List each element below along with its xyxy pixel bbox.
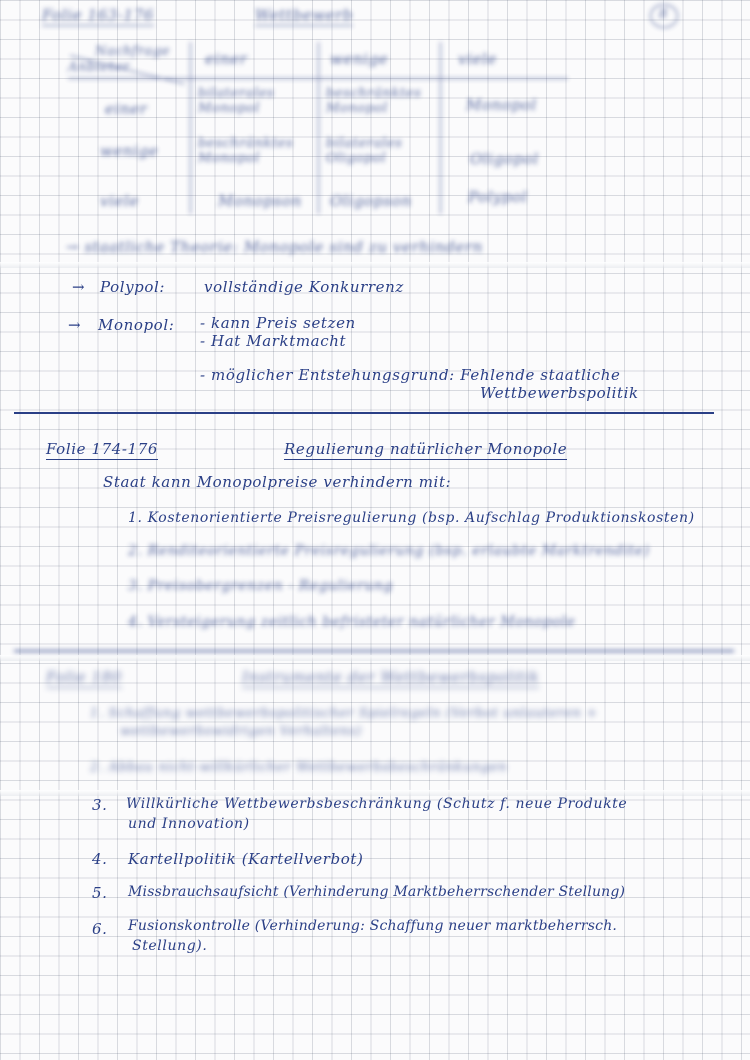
table-cell: Monopson <box>218 192 302 210</box>
classic-theory-note: → staatliche Theorie: Monopole sind zu verhindern <box>66 238 483 256</box>
monopol-arrow: → <box>68 316 82 334</box>
item-number: 5. <box>92 884 108 902</box>
monopol-term: Monopol: <box>98 316 175 334</box>
corner-top-label: Nachfrage <box>95 44 170 59</box>
table-col-divider <box>318 42 319 214</box>
page-fold <box>0 262 750 268</box>
table-cell: beschränktes Monopol <box>326 86 422 116</box>
polypol-definition: vollständige Konkurrenz <box>204 278 404 296</box>
section-3-item: 2. Abbau nicht-willkürlicher Wettbewerbsbeschränkungen <box>90 760 508 775</box>
section-3-item-cont: Stellung). <box>132 938 208 954</box>
row-label: viele <box>100 192 139 210</box>
section-3-item: Kartellpolitik (Kartellverbot) <box>128 850 364 868</box>
header-slides: Folie 163-176 <box>42 6 154 24</box>
table-cell: Oligopol <box>470 150 539 168</box>
monopol-item: - Hat Marktmacht <box>200 332 347 350</box>
row-label: einer <box>105 100 148 118</box>
table-cell: Monopol <box>466 96 537 114</box>
item-number: 6. <box>92 920 108 938</box>
monopol-reason: - möglicher Entstehungsgrund: Fehlende staatliche <box>200 366 621 384</box>
table-cell: beschränktes Monopol <box>198 136 294 166</box>
section-3-item: Fusionskontrolle (Verhinderung: Schaffung neuer marktbeherrsch. <box>128 918 618 934</box>
row-label: wenige <box>100 142 159 160</box>
page-fold <box>0 655 750 661</box>
section-2-item: 2. Renditeorientierte Preisregulierung (bsp. erlaubte Marktrendite) <box>128 543 650 559</box>
section-2-item: 1. Kostenorientierte Preisregulierung (bsp. Aufschlag Produktionskosten) <box>128 510 695 526</box>
section-2-intro: Staat kann Monopolpreise verhindern mit: <box>103 473 452 491</box>
section-3-title: Instrumente der Wettbewerbspolitik <box>242 668 540 686</box>
col-header: einer <box>205 50 248 68</box>
monopol-item: - kann Preis setzen <box>200 314 356 332</box>
col-header: viele <box>458 50 497 68</box>
col-header: wenige <box>330 50 389 68</box>
page-number: 8 <box>659 7 668 22</box>
section-3-item-cont: und Innovation) <box>128 816 250 832</box>
corner-bottom-label: Anbieter <box>68 60 130 75</box>
item-number: 4. <box>92 850 108 868</box>
section-2-item: 4. Versteigerung zeitlich befristeter natürlicher Monopole <box>128 614 576 630</box>
table-cell: Polypol <box>468 188 528 206</box>
item-number: 3. <box>92 796 108 814</box>
section-3-item: Missbrauchsaufsicht (Verhinderung Marktbeherrschender Stellung) <box>128 884 626 900</box>
section-2-item: 3. Preisobergrenzen - Regulierung <box>128 578 394 594</box>
table-col-divider <box>440 42 441 214</box>
section-2-title: Regulierung natürlicher Monopole <box>284 440 568 458</box>
section-divider <box>14 412 714 414</box>
section-3-item-cont: wettbewerbswidrigen Verhaltens) <box>120 724 362 739</box>
section-3-item: Willkürliche Wettbewerbsbeschränkung (Schutz f. neue Produkte <box>126 796 628 812</box>
section-3-slides: Folie 180 <box>46 668 122 686</box>
table-cell: Oligopson <box>330 192 412 210</box>
section-divider <box>14 650 734 652</box>
table-col-divider <box>190 42 191 214</box>
monopol-reason-cont: Wettbewerbspolitik <box>480 384 639 402</box>
table-cell: bilaterales Oligopol <box>326 136 403 166</box>
section-3-item: 1. Schaffung wettbewerbspolitischer Spielregeln (Verbot unlauteren + <box>90 706 598 721</box>
polypol-arrow: → <box>72 278 86 296</box>
polypol-term: Polypol: <box>100 278 166 296</box>
header-title: Wettbewerb <box>255 6 354 24</box>
section-2-slides: Folie 174-176 <box>46 440 158 458</box>
table-cell: bilaterales Monopol <box>198 86 275 116</box>
